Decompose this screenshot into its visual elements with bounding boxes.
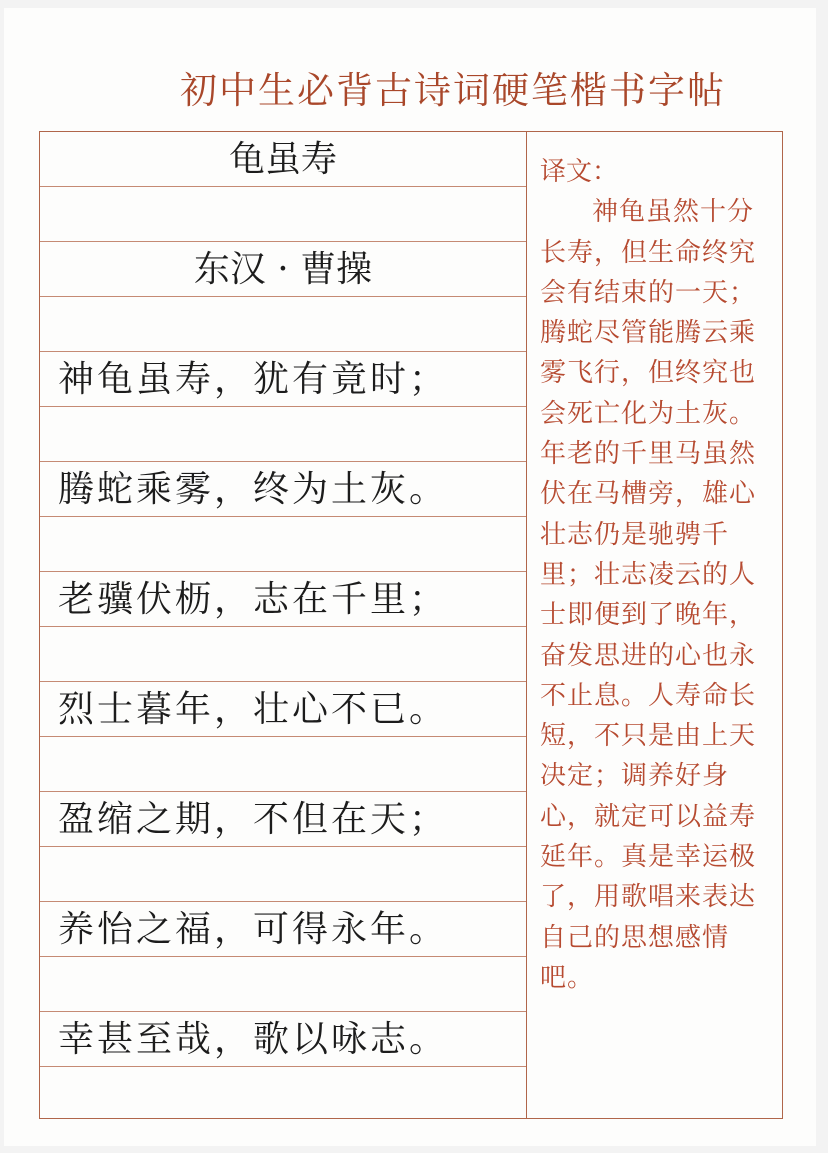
poem-line: 神龟虽寿，犹有竟时；	[58, 359, 449, 400]
copybook-title: 初中生必背古诗词硬笔楷书字帖	[180, 69, 726, 112]
poem-line: 腾蛇乘雾，终为土灰。	[58, 469, 449, 510]
poem-author: 东汉 · 曹操	[193, 249, 373, 290]
poem-line: 烈士暮年，壮心不已。	[58, 689, 449, 730]
poem-column	[40, 132, 527, 1118]
poem-line: 盈缩之期，不但在天；	[58, 799, 449, 840]
translation-text: 神龟虽然十分长寿，但生命终究会有结束的一天；腾蛇尽管能腾云乘雾飞行，但终究也会死亡化为土灰。年老的千里马虽然伏在马槽旁，雄心壮志仍是驰骋千里；壮志凌云的人士即便到了晚年，奋发思进的心也永不止息。人寿命长短，不只是由上天决定；调养好身心，就定可以益寿延年。真是幸运极了，用歌唱来表达自己的思想感情吧。	[540, 197, 757, 993]
poem-line: 养怡之福，可得永年。	[58, 909, 449, 950]
poem-line: 幸甚至哉，歌以咏志。	[58, 1019, 449, 1060]
writing-grid	[39, 131, 783, 1119]
poem-line: 老骥伏枥，志在千里；	[58, 579, 449, 620]
poem-title: 龟虽寿	[228, 139, 337, 180]
translation-label: 译文：	[540, 157, 619, 187]
translation-panel	[540, 152, 780, 998]
